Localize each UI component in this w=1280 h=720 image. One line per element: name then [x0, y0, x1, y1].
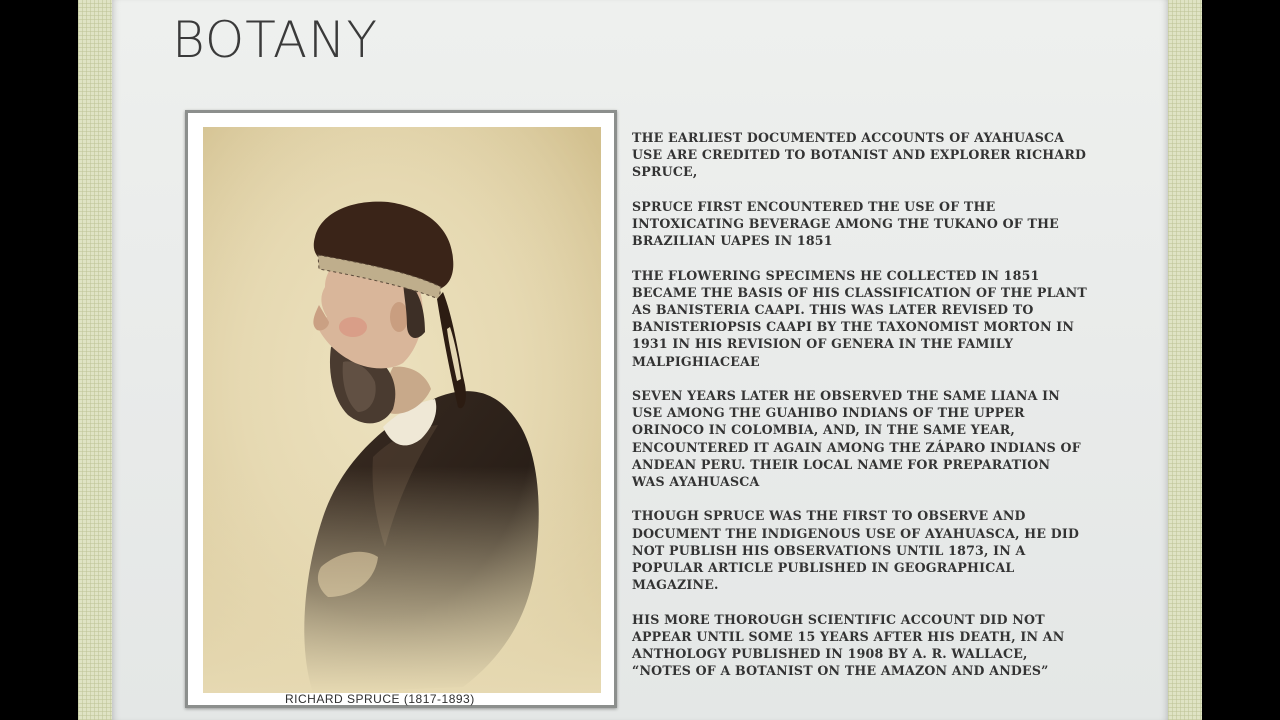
paragraph-scientific-account: HIS MORE THOROUGH SCIENTIFIC ACCOUNT DID NOT APPEAR UNTIL SOME 15 YEARS AFTER HIS DEATH, IN AN ANTHOLOGY PUBLISHED IN 1908 BY A. R. WALLACE, “NOTES OF A BOTANIST ON THE AMAZON AND ANDES”	[632, 611, 1065, 679]
portrait-photo-frame	[185, 110, 617, 708]
slide-border-left	[78, 0, 112, 720]
paragraph-earliest-accounts: THE EARLIEST DOCUMENTED ACCOUNTS OF AYAHUASCA USE ARE CREDITED TO BOTANIST AND EXPLORER RICHARD SPRUCE,	[632, 130, 1087, 180]
photo-caption: RICHARD SPRUCE (1817-1893)	[285, 692, 475, 706]
paragraph-publication: THOUGH SPRUCE WAS THE FIRST TO OBSERVE AND DOCUMENT THE INDIGENOUS USE OF AYAHUASCA, HE DID NOT PUBLISH HIS OBSERVATIONS UNTIL 1873, IN A POPULAR ARTICLE PUBLISHED IN GEOGRAPHICAL MAGAZINE.	[632, 508, 1080, 593]
portrait-photo	[203, 127, 601, 693]
slide-body-text	[632, 129, 1087, 697]
slide-title: BOTANY	[172, 11, 379, 69]
paragraph-seven-years-later: SEVEN YEARS LATER HE OBSERVED THE SAME LIANA IN USE AMONG THE GUAHIBO INDIANS OF THE UPPER ORINOCO IN COLOMBIA, AND, IN THE SAME YEAR, ENCOUNTERED IT AGAIN AMONG THE ZÁPARO INDIANS OF ANDEAN PERU. THEIR LOCAL NAME FOR PREPARATION WAS AYAHUASCA	[632, 388, 1081, 490]
paragraph-first-encounter: SPRUCE FIRST ENCOUNTERED THE USE OF THE INTOXICATING BEVERAGE AMONG THE TUKANO OF THE BRAZILIAN UAPES IN 1851	[632, 198, 1059, 249]
paragraph-classification: THE FLOWERING SPECIMENS HE COLLECTED IN 1851 BECAME THE BASIS OF HIS CLASSIFICATION OF THE PLANT AS BANISTERIA CAAPI. THIS WAS LATER REVISED TO BANISTERIOPSIS CAAPI BY THE TAXONOMIST MORTON IN 1931 IN HIS REVISION OF GENERA IN THE FAMILY MALPIGHIACEAE	[632, 267, 1087, 369]
slide-border-right	[1168, 0, 1202, 720]
portrait-illustration	[203, 127, 601, 693]
